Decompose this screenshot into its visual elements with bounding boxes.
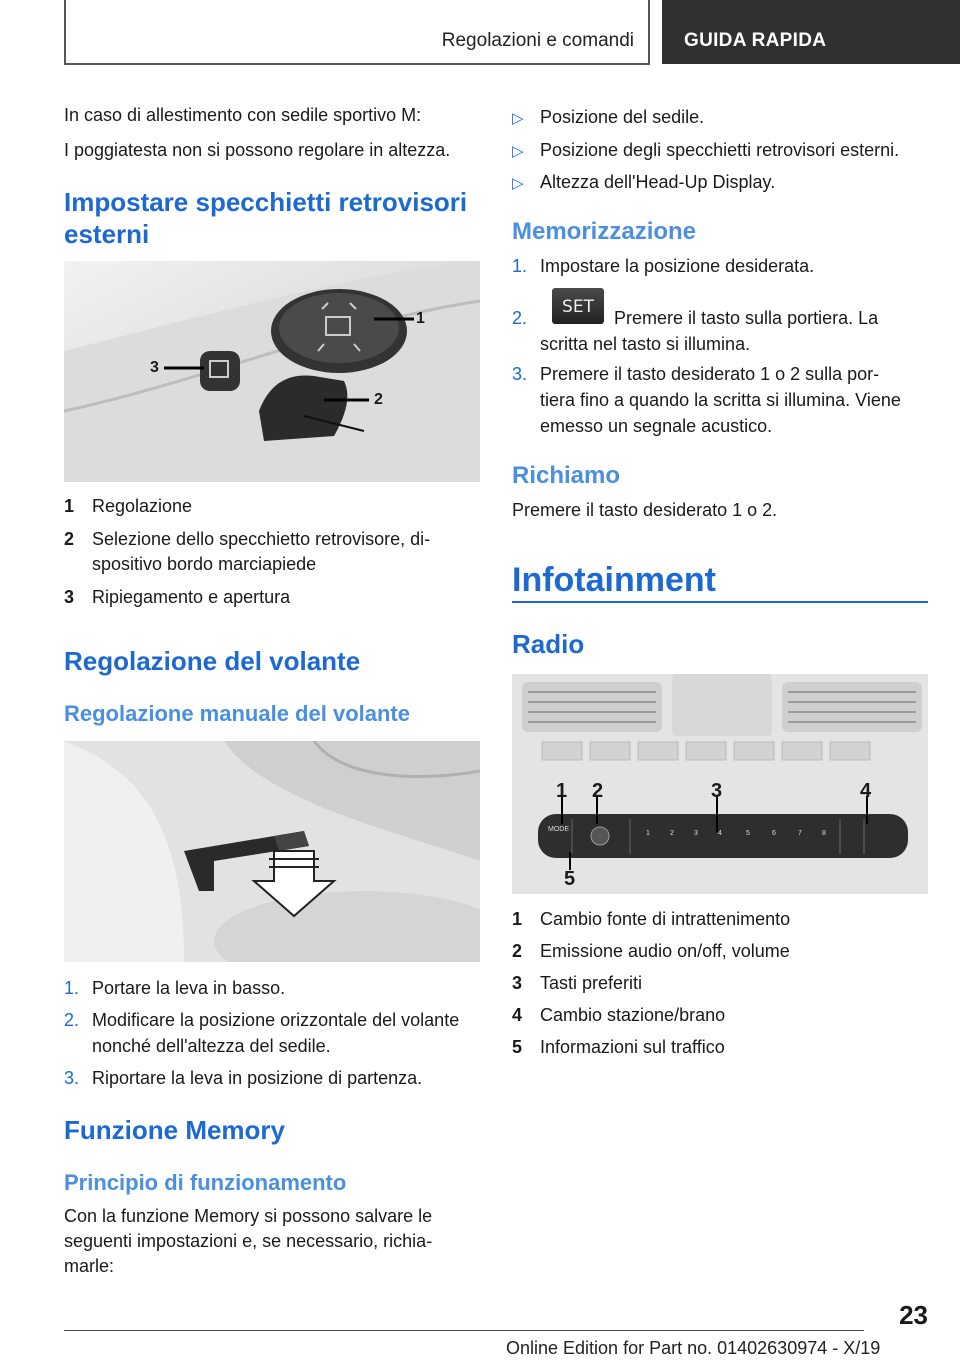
radio-callout-1: 1 (556, 780, 568, 802)
header-border-bottom (64, 63, 650, 65)
mirror-controls-illustration (64, 261, 480, 482)
item-text: Cambio fonte di intrattenimento (540, 909, 791, 929)
step-text-continued: scritta nel tasto si illumina. (540, 334, 751, 354)
step-number: 1. (64, 978, 80, 998)
memory-paragraph-line-3: marle: (64, 1256, 115, 1276)
item-number: 3 (512, 973, 523, 993)
header-chapter-tab[interactable] (662, 0, 960, 64)
memory-subheading: Principio di funzionamento (64, 1170, 347, 1195)
memory-paragraph-line-2: seguenti impostazioni e, se necessario, richia- (64, 1231, 433, 1251)
intro-line-1: In caso di allestimento con sedile sportivo M: (64, 105, 422, 125)
recall-text: Premere il tasto desiderato 1 o 2. (512, 500, 778, 520)
item-number: 3 (64, 587, 75, 607)
step-text: Premere il tasto desiderato 1 o 2 sulla por- (540, 364, 880, 384)
preset-5: 5 (746, 830, 750, 837)
step-text-continued: tiera fino a quando la scritta si illumina. Viene (540, 390, 901, 410)
bullet-text: Posizione del sedile. (540, 107, 705, 127)
preset-2: 2 (670, 830, 674, 837)
footer-edition: Online Edition for Part no. 01402630974 - X/19 (506, 1338, 881, 1358)
radio-callout-4: 4 (860, 780, 872, 802)
item-text: Selezione dello specchietto retrovisore, di- (92, 529, 431, 549)
radio-panel-figure (512, 674, 928, 894)
page-number: 23 (899, 1300, 928, 1330)
item-text-continued: spositivo bordo marciapiede (92, 554, 317, 574)
header-chapter-label: GUIDA RAPIDA (684, 30, 827, 51)
item-text: Ripiegamento e apertura (92, 587, 291, 607)
set-key-label: SET (562, 297, 594, 317)
radio-callout-3: 3 (711, 780, 723, 802)
mirrors-heading (64, 186, 467, 250)
wheel-heading: Regolazione del volante (64, 646, 361, 676)
item-number: 1 (64, 496, 75, 516)
step-text-continued: emesso un segnale acustico. (540, 416, 773, 436)
item-text: Regolazione (92, 496, 193, 516)
wheel-subheading: Regolazione manuale del volante (64, 701, 410, 726)
memory-paragraph-line-1: Con la funzione Memory si possono salvare le (64, 1206, 433, 1226)
radio-mode-button: MODE (548, 826, 569, 833)
triangle-bullet-icon: ▷ (512, 143, 524, 160)
item-number: 2 (64, 529, 75, 549)
step-text: Impostare la posizione desiderata. (540, 256, 815, 276)
step-number: 2. (512, 308, 528, 328)
steering-lever-illustration (64, 741, 480, 962)
preset-6: 6 (772, 830, 776, 837)
step-text: Premere il tasto sulla portiera. La (614, 308, 879, 328)
fig1-callout-2: 2 (374, 391, 383, 408)
bullet-text: Posizione degli specchietti retrovisori esterni. (540, 140, 900, 160)
preset-1: 1 (646, 830, 650, 837)
list-item (512, 297, 932, 360)
item-text: Emissione audio on/off, volume (540, 941, 790, 961)
mirrors-heading-line-2: esterni (64, 219, 150, 249)
preset-8: 8 (822, 830, 826, 837)
preset-3: 3 (694, 830, 698, 837)
fig1-callout-1: 1 (416, 310, 425, 327)
step-number: 3. (64, 1068, 80, 1088)
mirrors-heading-line-1: Impostare specchietti retrovisori (64, 187, 468, 217)
item-number: 1 (512, 909, 523, 929)
radio-callout-5: 5 (564, 868, 576, 890)
heading-rule (512, 601, 928, 603)
mirror-controls-figure (64, 261, 480, 482)
step-text-continued: nonché dell'altezza del sedile. (92, 1036, 331, 1056)
step-text: Portare la leva in basso. (92, 978, 286, 998)
item-number: 2 (512, 941, 523, 961)
step-number: 3. (512, 364, 528, 384)
preset-7: 7 (798, 830, 802, 837)
step-text: Modificare la posizione orizzontale del volante (92, 1010, 460, 1030)
item-number: 4 (512, 1005, 523, 1025)
memorization-heading: Memorizzazione (512, 218, 697, 245)
item-text: Cambio stazione/brano (540, 1005, 726, 1025)
recall-heading: Richiamo (512, 462, 621, 489)
step-text: Riportare la leva in posizione di partenza. (92, 1068, 423, 1088)
memory-heading: Funzione Memory (64, 1115, 286, 1145)
item-text: Informazioni sul traffico (540, 1037, 725, 1057)
infotainment-heading: Infotainment (512, 561, 716, 599)
footer-rule (64, 1330, 864, 1331)
fig1-callout-3: 3 (150, 359, 159, 376)
header-border-right (648, 0, 650, 64)
intro-line-2: I poggiatesta non si possono regolare in altezza. (64, 140, 451, 160)
bullet-text: Altezza dell'Head-Up Display. (540, 172, 776, 192)
radio-callout-2: 2 (592, 780, 604, 802)
step-number: 1. (512, 256, 528, 276)
header-border-left (64, 0, 66, 64)
triangle-bullet-icon: ▷ (512, 110, 524, 127)
preset-4: 4 (718, 830, 722, 837)
steering-lever-figure (64, 741, 480, 962)
item-number: 5 (512, 1037, 523, 1057)
header-section-title: Regolazioni e comandi (441, 30, 634, 51)
set-key-icon (552, 288, 612, 324)
item-text: Tasti preferiti (540, 973, 643, 993)
triangle-bullet-icon: ▷ (512, 175, 524, 192)
radio-heading: Radio (512, 629, 585, 659)
step-number: 2. (64, 1010, 80, 1030)
